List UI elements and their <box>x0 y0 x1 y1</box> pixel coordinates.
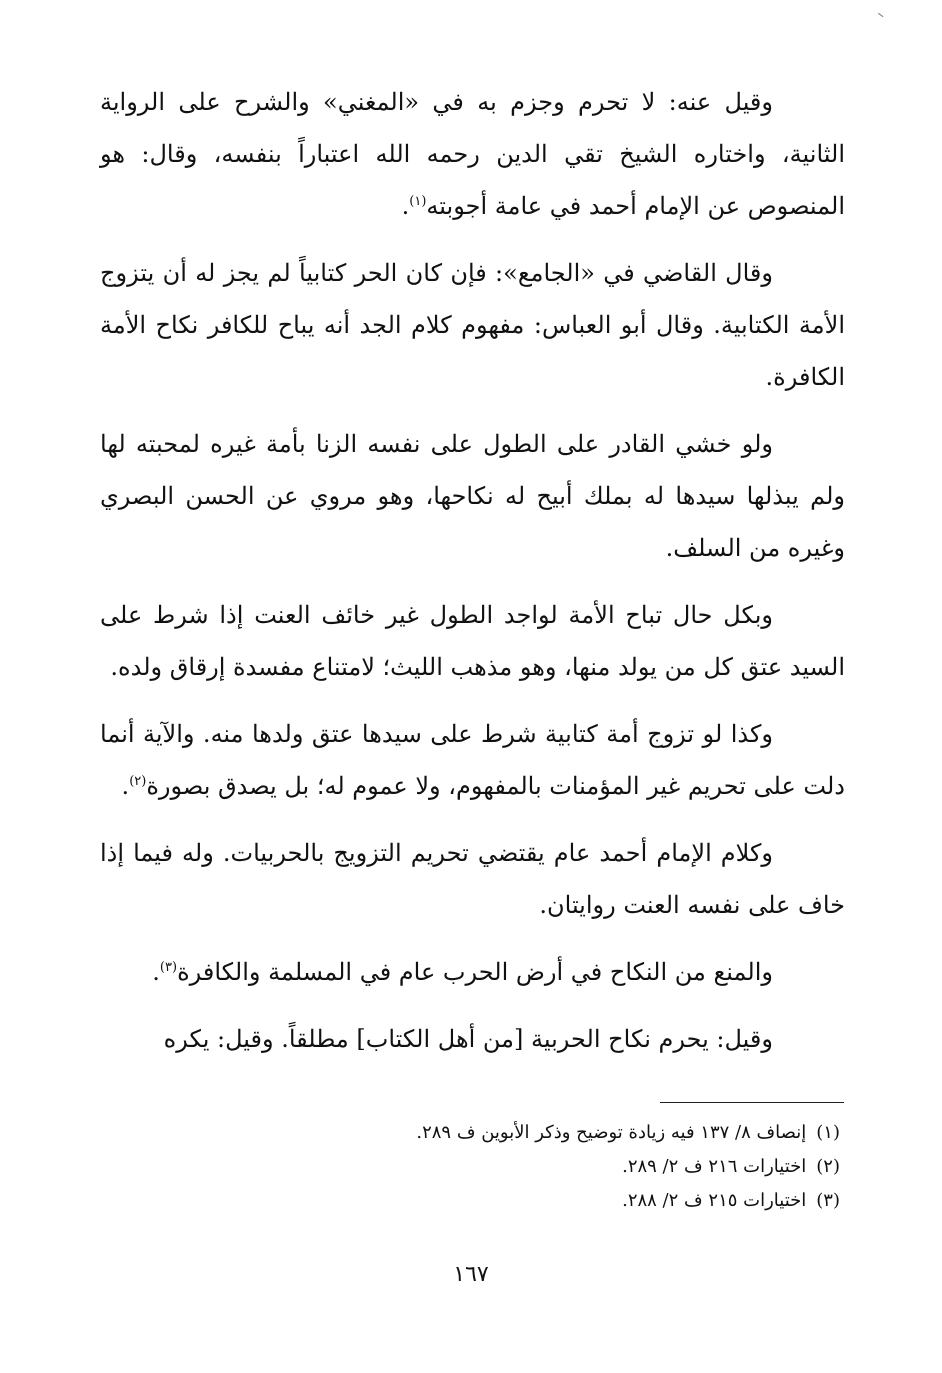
footnote-text: اختيارات ٢١٥ ف ٢/ ٢٨٨. <box>622 1190 807 1211</box>
footnote-divider <box>660 1102 844 1103</box>
paragraph-1 <box>100 76 845 232</box>
footnote-reference: (٢) <box>129 774 147 789</box>
paragraph-text: ولو خشي القادر على الطول على نفسه الزنا بأمة غيره لمحبته لها ولم يبذلها سيدها له بملك أبيح له نكاحها، وهو مروي عن الحسن البصري وغيره من السلف. <box>100 430 845 562</box>
paragraph-3 <box>100 418 845 574</box>
paragraph-4 <box>100 589 845 693</box>
footnote-3 <box>300 1184 840 1218</box>
paragraph-5 <box>100 708 845 812</box>
footnote-reference: (٣) <box>159 960 178 975</box>
paragraph-punctuation: . <box>152 958 160 986</box>
page-number: ١٦٧ <box>453 1262 489 1287</box>
paragraph-punctuation: . <box>121 772 130 800</box>
footnote-number: (٢) <box>816 1156 840 1177</box>
paragraph-text: والمنع من النكاح في أرض الحرب عام في المسلمة والكافرة <box>177 958 773 986</box>
footnote-text: اختيارات ٢١٦ ف ٢/ ٢٨٩. <box>622 1156 807 1177</box>
paragraph-text: وقيل عنه: لا تحرم وجزم به في «المغني» والشرح على الرواية الثانية، واختاره الشيخ تقي الدين رحمه الله اعتباراً بنفسه، وقال: هو المنصوص عن الإمام أحمد في عامة أجوبته <box>100 88 845 220</box>
paragraph-text: وقيل: يحرم نكاح الحربية [من أهل الكتاب] مطلقاً. وقيل: يكره <box>163 1025 773 1053</box>
footnote-2 <box>300 1150 840 1184</box>
paragraph-2 <box>100 247 845 403</box>
paragraph-punctuation: . <box>401 192 410 220</box>
footnotes <box>300 1116 840 1218</box>
footnote-reference: (١) <box>409 194 427 209</box>
main-text <box>100 76 845 1065</box>
footnote-number: (١) <box>816 1122 840 1143</box>
paragraph-6 <box>100 827 845 931</box>
paragraph-text: وكذا لو تزوج أمة كتابية شرط على سيدها عتق ولدها منه. والآية أنما دلت على تحريم غير المؤمنات بالمفهوم، ولا عموم له؛ بل يصدق بصورة <box>100 720 845 800</box>
paragraph-text: وبكل حال تباح الأمة لواجد الطول غير خائف العنت إذا شرط على السيد عتق كل من يولد منها، وهو مذهب الليث؛ لامتناع مفسدة إرقاق ولده. <box>100 601 845 681</box>
paragraph-7 <box>100 946 845 998</box>
paragraph-8 <box>100 1013 845 1065</box>
paragraph-text: وقال القاضي في «الجامع»: فإن كان الحر كتابياً لم يجز له أن يتزوج الأمة الكتابية. وقال أبو العباس: مفهوم كلام الجد أنه يباح للكافر نكاح الأمة الكافرة. <box>100 259 845 391</box>
footnote-text: إنصاف ٨/ ١٣٧ فيه زيادة توضيح وذكر الأبوين ف ٢٨٩. <box>416 1122 807 1143</box>
paragraph-text: وكلام الإمام أحمد عام يقتضي تحريم التزويج بالحربيات. وله فيما إذا خاف على نفسه العنت روايتان. <box>100 839 845 919</box>
footnote-number: (٣) <box>816 1190 840 1211</box>
scan-mark <box>875 13 884 22</box>
footnote-1 <box>300 1116 840 1150</box>
